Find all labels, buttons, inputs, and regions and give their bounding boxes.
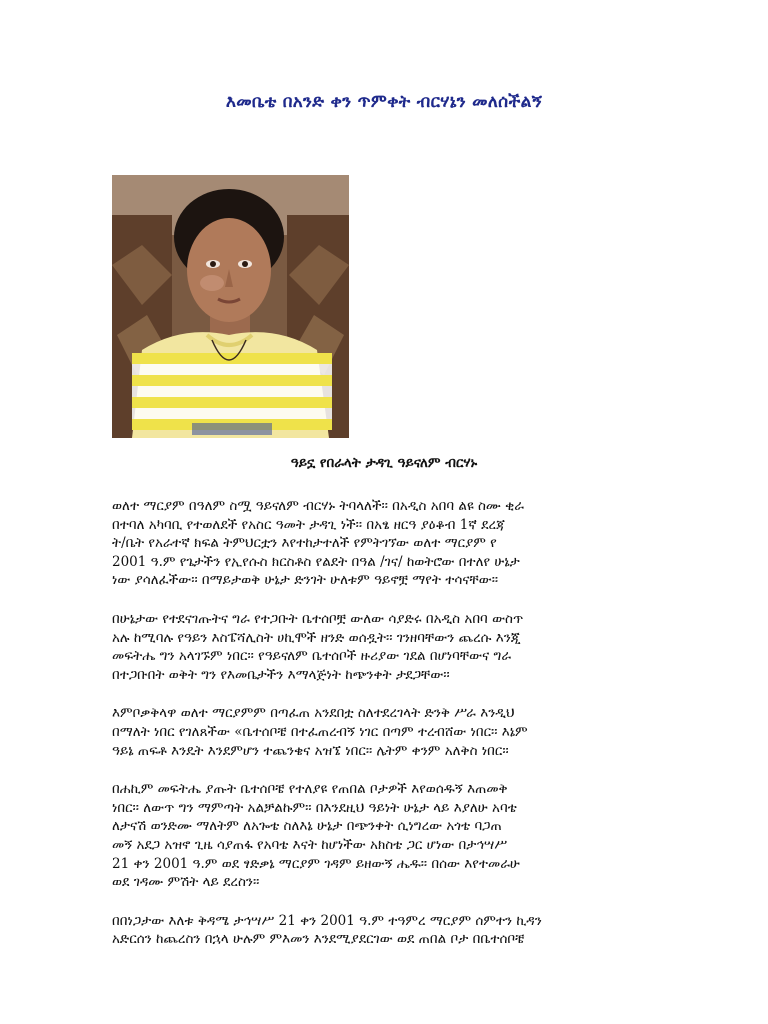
paragraph-line: ነበር፡፡ ለውጥ ግን ማምጣት አልቻልኩም፡፡ በእንደዚህ ዓይነት ሁኔታ ላይ እያለሁ አባቴ: [112, 799, 517, 816]
article-title: እመቤቴ በአንድ ቀን ጥምቀት ብርሃኔን መለሰችልኝ: [225, 92, 543, 112]
paragraph-line: ዓይኔ ጠፍቶ እንዴት እንደምሆን ተጨንቄና አዝኜ ነበር፡፡ ሌትም ቀንም አለቅስ ነበር፡፡: [112, 742, 509, 759]
paragraph-line: 21 ቀን 2001 ዓ.ም ወደ ፃድቃኔ ማርያም ገዳም ይዘውኝ ሔዱ፡፡ በሰው እየተመራሁ: [112, 855, 520, 872]
paragraph-line: መኝ አደጋ አዝኖ ጊዜ ሳያጠፋ የአባቴ እናት ከሆነችው አክስቴ ጋር ሆነው በታኅሣሥ: [112, 836, 508, 853]
paragraph-line: አድርሰን ከጨረስን በኋላ ሁሉም ምእመን እንደሚያደርገው ወደ ጠበል ቦታ በቤተሰቦቼ: [112, 931, 525, 948]
paragraph-line: በማለት ነበር የገለጸችው «ቤተሰቦቼ በተፈጠረብኝ ነገር በጣም ተረብሸው ነበር፡፡ እኔም: [112, 723, 528, 740]
photo-caption: ዓይኗ የበራላት ታዳጊ ዓይናለም ብርሃኑ: [290, 455, 478, 471]
paragraph: [112, 704, 660, 760]
paragraph-line: ለታናሽ ወንድሙ ማለትም ለአጐቴ ስለእኔ ሁኔታ በጭንቀት ሲነግረው አጎቴ ባጋጠ: [112, 818, 502, 835]
paragraph-line: ወደ ገዳሙ ምሽት ላይ ደረስን፡፡: [112, 874, 260, 891]
paragraph: [112, 780, 660, 892]
paragraph-line: በበነጋታው እለቱ ቅዳሜ ታኅሣሥ 21 ቀን 2001 ዓ.ም ተዓምረ ማርያም ሰምተን ኪዳን: [112, 912, 542, 929]
paragraph: [112, 497, 660, 590]
paragraph-line: መፍትሔ ግን አላገኙም ነበር፡፡ የዓይናለም ቤተሰቦች ዙሪያው ገደል በሆነባቸውና ግራ: [112, 648, 512, 665]
paragraph-line: በተጋቡበት ወቅት ግን የእመቤታችን እማላጅነት ከጭንቀት ታደጋቸው፡፡: [112, 666, 450, 683]
paragraph-line: በሐኪም መፍትሔ ያጡት ቤተሰቦቼ የተለያዩ የጠበል ቦታዎች እየወሰዱኝ እጠመቅ: [112, 781, 508, 798]
paragraph: [112, 610, 660, 684]
paragraph-line: ት/ቤት የአራተኛ ክፍል ትምህርቷን እየተከታተለች የምትገኘው ወለተ ማርያም የ: [112, 535, 497, 552]
paragraph-line: 2001 ዓ.ም የጌታችን የኢየሱስ ክርስቶስ የልደት በዓል /ገና/ ከወትሮው በተለየ ሁኔታ: [112, 553, 520, 570]
portrait-photo: [112, 175, 349, 438]
paragraph-line: በተባለ አካባቢ የተወለደች የአስር ዓመት ታዳጊ ነች፡፡ በአፄ ዘርዓ ያዕቆብ 1ኛ ደረጃ: [112, 516, 505, 533]
paragraph-line: ወለተ ማርያም በዓለም ስሟ ዓይናለም ብርሃኑ ትባላለች፡፡ በአዲስ አበባ ልዩ ስሙ ቂራ: [112, 498, 525, 514]
paragraph: [112, 912, 660, 949]
paragraph-line: በሁኔታው የተደናገጡትና ግራ የተጋቡት ቤተሰቦቿ ውለው ሳያድሩ በአዲስ አበባ ውስጥ: [112, 610, 524, 627]
article-body: [112, 497, 660, 969]
paragraph-line: ነው ያሳለፈችው፡፡ በማይታወቅ ሁኔታ ድንገት ሁለቱም ዓይኖቿ ማየት ተሳናቸው፡፡: [112, 572, 499, 589]
paragraph-line: እምቦቃቅላዋ ወለተ ማርያምም በጣፈጠ አንደበቷ ስለተደረገላት ድንቅ ሥራ እንዲህ: [112, 705, 515, 722]
paragraph-line: አሉ ከሚባሉ የዓይን እስፔሻሊስት ሀኪሞች ዘንድ ወሰዷት፡፡ ገንዘባቸውን ጨረሱ እንጂ: [112, 629, 521, 646]
